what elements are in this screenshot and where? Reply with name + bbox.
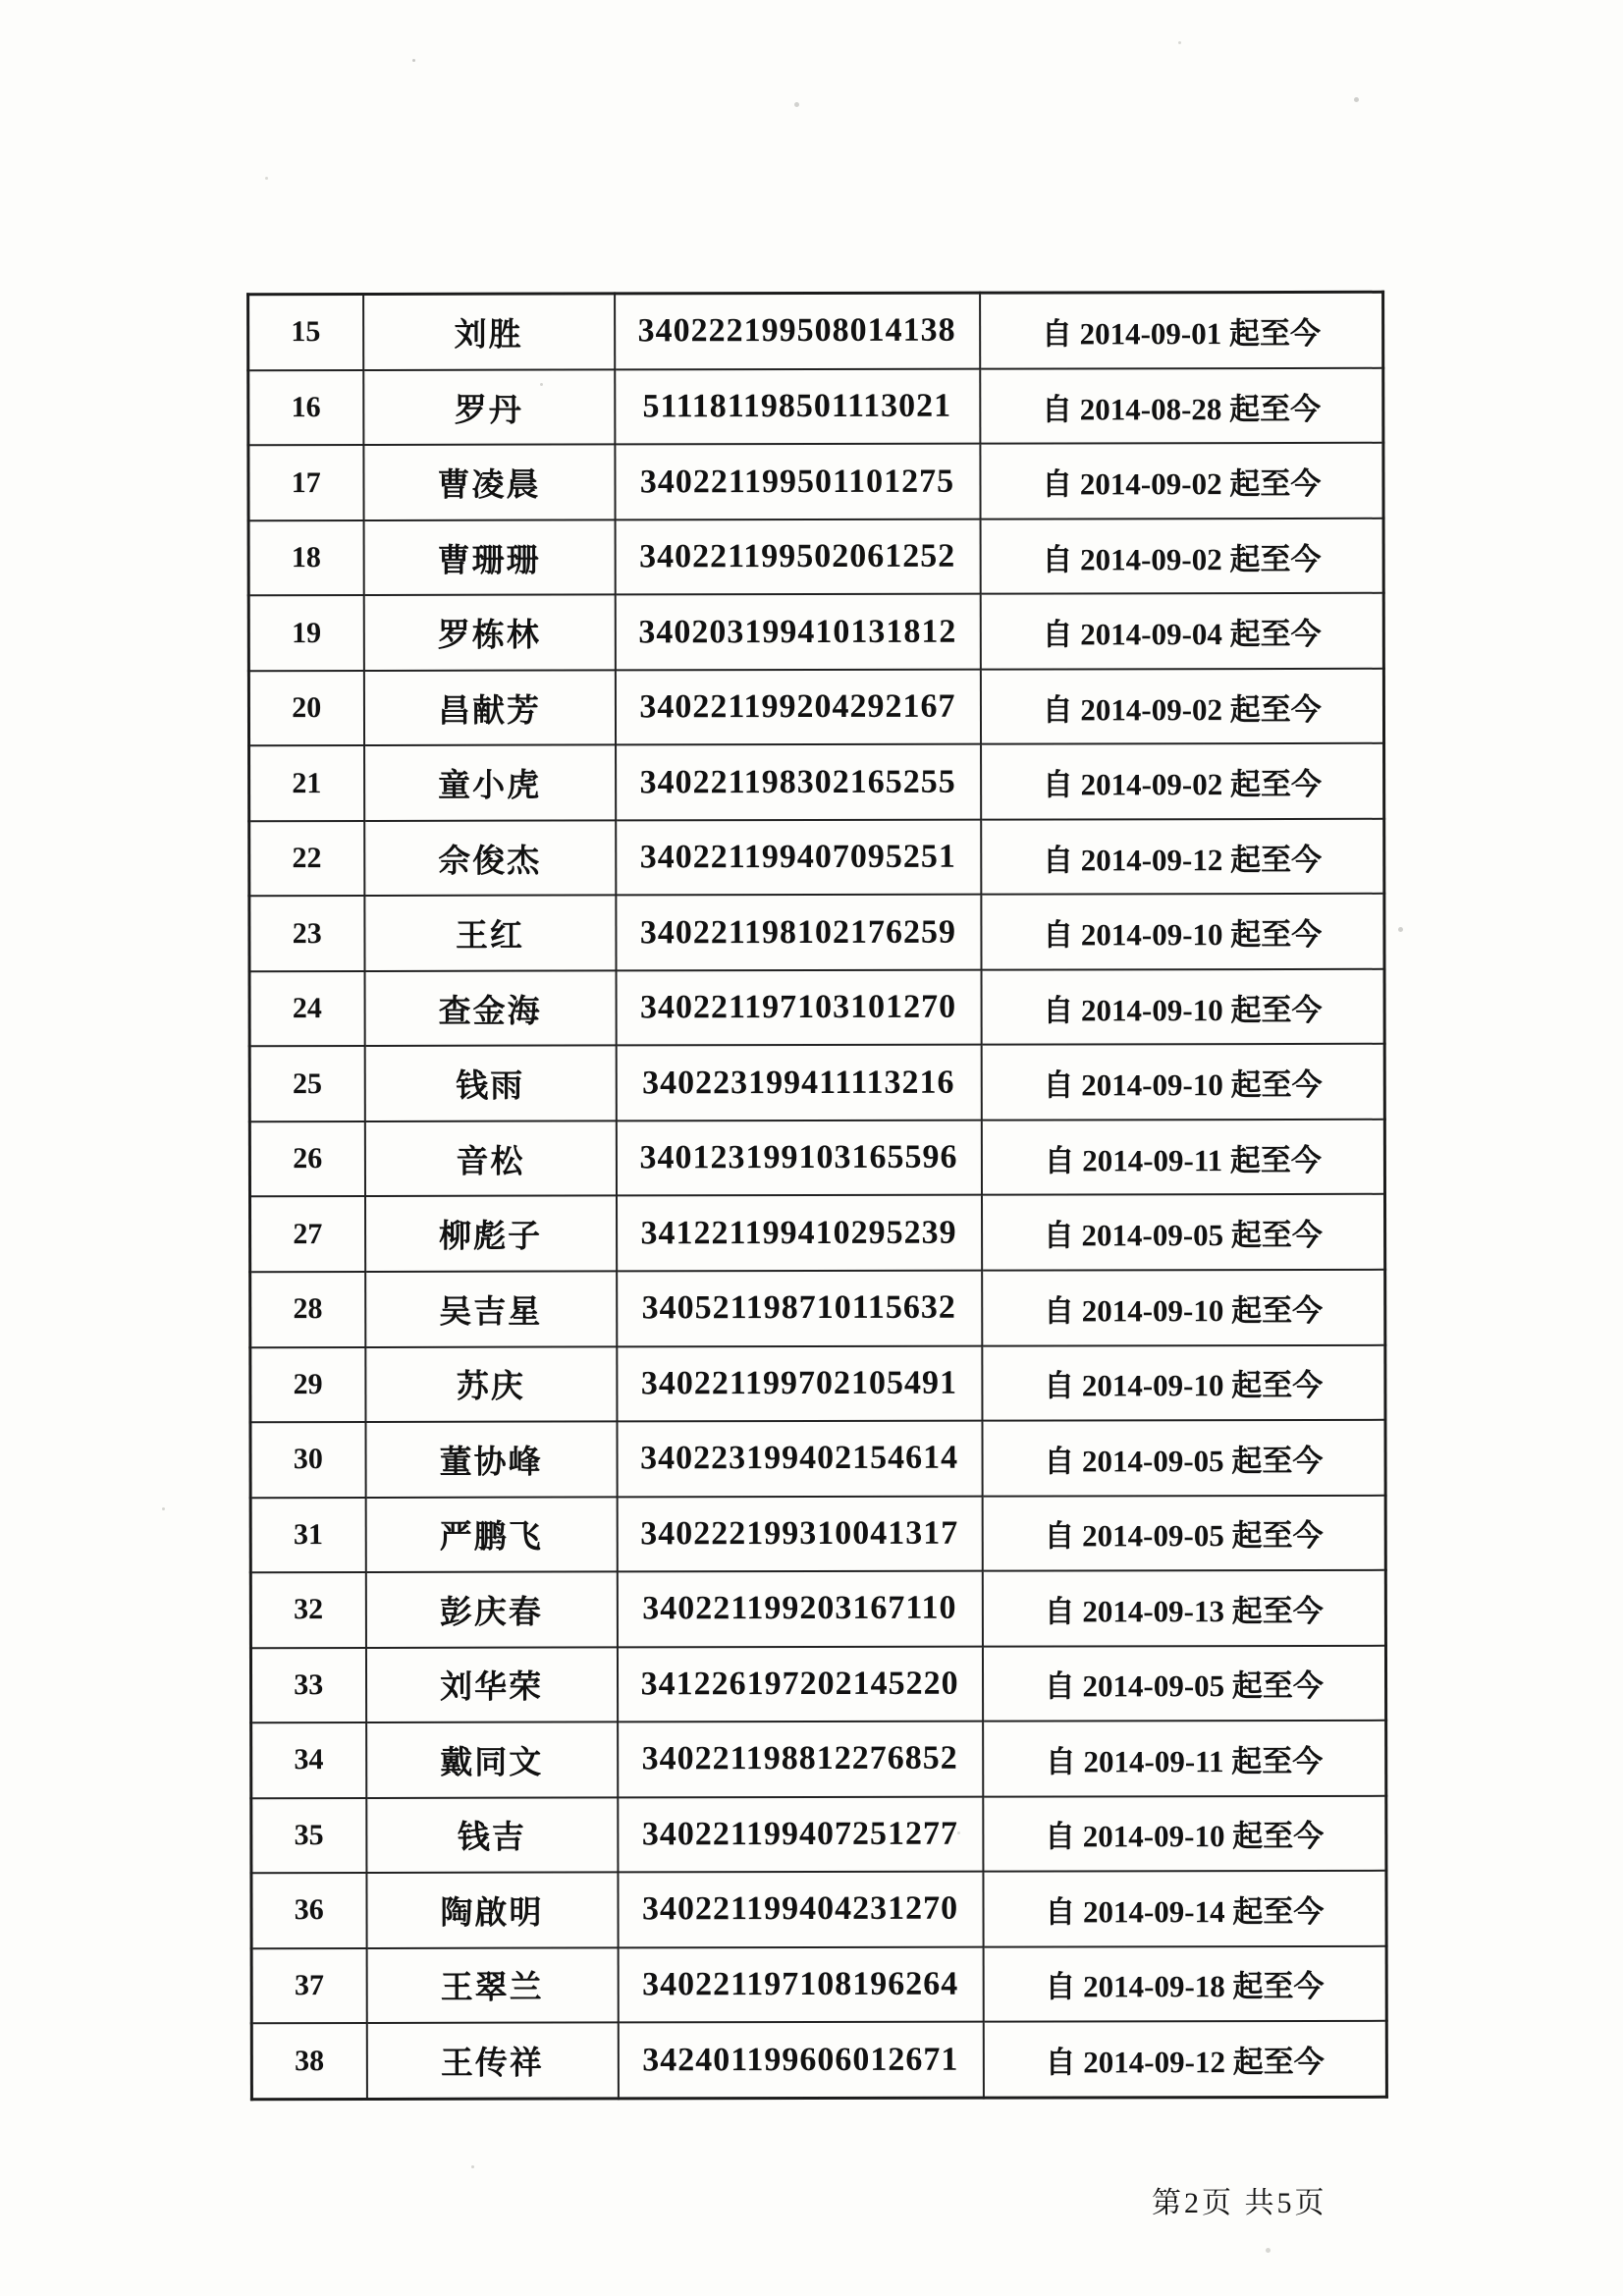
id-number-cell: 340222199508014138 [615, 293, 980, 369]
id-number-cell: 340221198102176259 [616, 895, 981, 970]
name-cell: 柳彪子 [365, 1196, 617, 1272]
row-number-cell: 17 [248, 445, 363, 520]
row-number-cell: 21 [249, 745, 364, 821]
employment-period-cell: 自 2014-09-02 起至今 [980, 519, 1383, 594]
row-number-cell: 27 [250, 1196, 365, 1272]
id-number-cell: 340221197103101270 [616, 970, 981, 1046]
name-cell: 吴吉星 [365, 1271, 617, 1346]
id-number-cell: 340223199411113216 [616, 1045, 981, 1121]
table-row [250, 1495, 1385, 1572]
id-number-cell: 340221199203167110 [617, 1571, 982, 1647]
row-number-cell: 15 [248, 294, 363, 370]
employment-period-cell: 自 2014-09-10 起至今 [981, 1044, 1384, 1120]
table-row [248, 669, 1383, 746]
employment-period-cell: 自 2014-09-02 起至今 [980, 443, 1383, 519]
row-number-cell: 31 [250, 1497, 365, 1572]
employment-period-cell: 自 2014-09-13 起至今 [982, 1570, 1385, 1646]
table-row [248, 443, 1383, 520]
name-cell: 曹珊珊 [363, 519, 615, 595]
row-number-cell: 35 [251, 1798, 366, 1874]
row-number-cell: 25 [249, 1046, 364, 1121]
id-number-cell: 340221199407251277 [618, 1796, 983, 1872]
row-number-cell: 34 [251, 1722, 366, 1798]
row-number-cell: 36 [251, 1873, 366, 1948]
name-cell: 查金海 [364, 970, 616, 1046]
id-number-cell: 340123199103165596 [616, 1121, 981, 1196]
employment-period-cell: 自 2014-09-10 起至今 [981, 969, 1384, 1045]
id-number-cell: 340221199407095251 [616, 820, 981, 896]
table-row [251, 2021, 1386, 2100]
name-cell: 严鹏飞 [365, 1497, 617, 1572]
employment-period-cell: 自 2014-09-10 起至今 [983, 1795, 1386, 1871]
row-number-cell: 37 [251, 1948, 366, 2024]
name-cell: 刘胜 [363, 294, 615, 370]
employment-period-cell: 自 2014-09-11 起至今 [981, 1120, 1384, 1195]
id-number-cell: 340223199402154614 [617, 1421, 982, 1497]
table-row [248, 368, 1383, 446]
row-number-cell: 29 [250, 1346, 365, 1422]
row-number-cell: 32 [250, 1572, 365, 1648]
name-cell: 钱雨 [364, 1046, 616, 1121]
table-row [248, 519, 1383, 596]
row-number-cell: 22 [249, 821, 364, 897]
table-row [251, 1945, 1386, 2023]
table-row [250, 1344, 1385, 1422]
name-cell: 彭庆春 [365, 1571, 617, 1647]
name-cell: 佘俊杰 [364, 820, 616, 896]
name-cell: 苏庆 [365, 1346, 617, 1422]
employment-period-cell: 自 2014-09-11 起至今 [983, 1721, 1386, 1796]
id-number-cell: 342401199606012671 [618, 2022, 983, 2099]
id-number-cell: 340221199502061252 [615, 519, 980, 594]
employment-period-cell: 自 2014-08-28 起至今 [980, 368, 1383, 444]
table-row [250, 1420, 1385, 1498]
id-number-cell: 340221199404231270 [618, 1872, 983, 1947]
employment-period-cell: 自 2014-09-02 起至今 [980, 669, 1383, 744]
row-number-cell: 19 [248, 595, 363, 671]
id-number-cell: 340222199310041317 [617, 1496, 982, 1571]
name-cell: 罗丹 [363, 369, 615, 445]
table-row [250, 1570, 1385, 1648]
table-row [249, 1044, 1384, 1121]
employment-period-cell: 自 2014-09-12 起至今 [983, 2021, 1386, 2098]
row-number-cell: 26 [249, 1121, 364, 1197]
row-number-cell: 16 [248, 370, 363, 446]
employment-period-cell: 自 2014-09-05 起至今 [982, 1420, 1385, 1496]
id-number-cell: 340221199501101275 [615, 444, 980, 519]
table-row [250, 1270, 1385, 1347]
table-row [248, 593, 1383, 671]
table-row [250, 1645, 1385, 1722]
id-number-cell: 511181198501113021 [615, 368, 980, 444]
name-cell: 钱吉 [366, 1797, 618, 1873]
employment-period-cell: 自 2014-09-14 起至今 [983, 1871, 1386, 1946]
employment-period-cell: 自 2014-09-10 起至今 [982, 1344, 1385, 1420]
name-cell: 王传祥 [366, 2023, 618, 2100]
employment-period-cell: 自 2014-09-01 起至今 [980, 292, 1383, 368]
row-number-cell: 20 [248, 671, 363, 746]
name-cell: 戴同文 [366, 1722, 618, 1798]
id-number-cell: 340221198812276852 [618, 1722, 983, 1797]
employment-period-cell: 自 2014-09-12 起至今 [981, 819, 1384, 895]
row-number-cell: 28 [250, 1272, 365, 1347]
id-number-cell: 340221199702105491 [617, 1345, 982, 1421]
table-row [249, 894, 1384, 971]
id-number-cell: 340203199410131812 [615, 594, 980, 670]
name-cell: 罗栋林 [363, 595, 615, 671]
row-number-cell: 38 [251, 2023, 366, 2100]
name-cell: 昌献芳 [363, 670, 615, 745]
row-number-cell: 23 [249, 896, 364, 971]
name-cell: 刘华荣 [365, 1647, 617, 1722]
roster-table-body [248, 292, 1387, 2099]
row-number-cell: 33 [250, 1648, 365, 1723]
id-number-cell: 340221198302165255 [616, 744, 981, 820]
table-row [249, 1120, 1384, 1197]
employment-period-cell: 自 2014-09-05 起至今 [982, 1495, 1385, 1570]
row-number-cell: 30 [250, 1422, 365, 1498]
scan-noise-speckles [412, 59, 415, 62]
page-number-footer: 第2页 共5页 [1152, 2187, 1327, 2219]
table-row [251, 1795, 1386, 1873]
employment-period-cell: 自 2014-09-05 起至今 [982, 1645, 1385, 1721]
employment-period-cell: 自 2014-09-18 起至今 [983, 1945, 1386, 2021]
employment-period-cell: 自 2014-09-04 起至今 [980, 593, 1383, 669]
name-cell: 王翠兰 [366, 1947, 618, 2023]
table-row [249, 819, 1384, 897]
row-number-cell: 18 [248, 520, 363, 596]
table-row [251, 1721, 1386, 1798]
id-number-cell: 341226197202145220 [617, 1646, 982, 1722]
employment-period-cell: 自 2014-09-05 起至今 [981, 1194, 1384, 1270]
employment-period-cell: 自 2014-09-10 起至今 [982, 1270, 1385, 1345]
name-cell: 音松 [364, 1121, 616, 1196]
employment-period-cell: 自 2014-09-10 起至今 [981, 894, 1384, 969]
name-cell: 董协峰 [365, 1421, 617, 1497]
table-row [250, 1194, 1385, 1272]
id-number-cell: 340221197108196264 [618, 1946, 983, 2022]
id-number-cell: 341221199410295239 [617, 1195, 982, 1271]
name-cell: 童小虎 [364, 745, 616, 821]
personnel-roster-table-container [246, 291, 1385, 2101]
name-cell: 陶啟明 [366, 1873, 618, 1948]
table-row [249, 969, 1384, 1047]
id-number-cell: 340521198710115632 [617, 1271, 982, 1346]
table-row [249, 743, 1384, 821]
table-row [248, 292, 1383, 370]
personnel-roster-table [246, 291, 1388, 2101]
id-number-cell: 340221199204292167 [615, 670, 980, 745]
employment-period-cell: 自 2014-09-02 起至今 [981, 743, 1384, 819]
row-number-cell: 24 [249, 971, 364, 1047]
name-cell: 曹凌晨 [363, 445, 615, 520]
name-cell: 王红 [364, 896, 616, 971]
table-row [251, 1871, 1386, 1948]
